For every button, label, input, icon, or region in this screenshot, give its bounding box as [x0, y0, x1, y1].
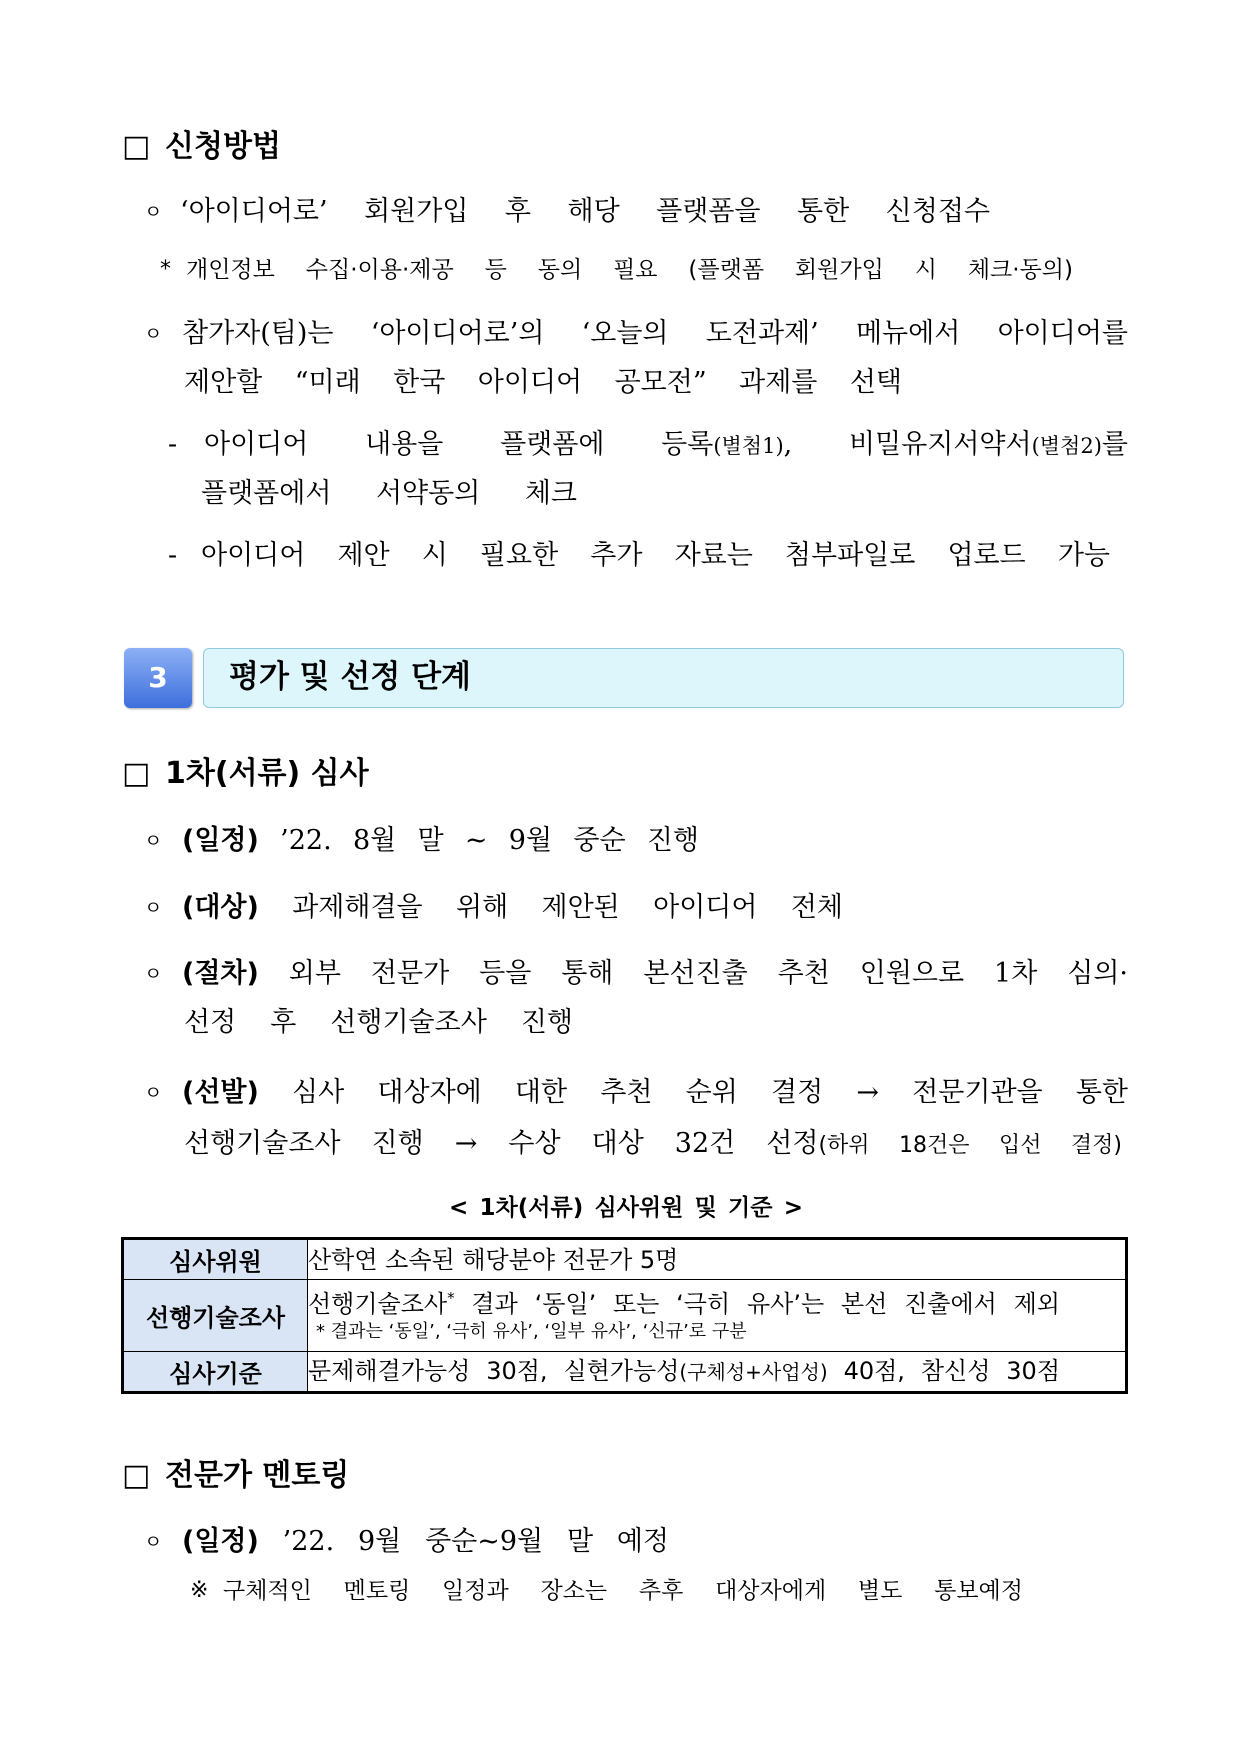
register-subitem-line1 — [204, 427, 1128, 463]
procedure-label: (절차) — [182, 958, 259, 989]
table-row — [123, 1280, 1127, 1352]
consent-note-text: 개인정보 수집·이용·제공 등 동의 필요 (플랫폼 회원가입 시 체크·동의) — [186, 257, 1073, 283]
checkbox-square-icon: □ — [122, 756, 151, 791]
table-row — [123, 1239, 1127, 1280]
bullet-circle-icon: ㅇ — [144, 201, 163, 223]
row-value — [308, 1352, 1127, 1393]
procedure-text-line1: 외부 전문가 등을 통해 본선진출 추천 인원으로 1차 심의· — [288, 958, 1128, 989]
select-item-line2: 제안할 “미래 한국 아이디어 공모전” 과제를 선택 — [184, 367, 902, 398]
procedure-item-line2: 선정 후 선행기술조사 진행 — [184, 1007, 573, 1038]
target-text: 과제해결을 위해 제안된 아이디어 전체 — [292, 892, 843, 923]
join-item-text: ‘아이디어로’ 회원가입 후 해당 플랫폼을 통한 신청접수 — [180, 196, 990, 227]
selection-label: (선발) — [182, 1077, 259, 1108]
row-label: 심사기준 — [123, 1352, 308, 1393]
target-item — [182, 890, 843, 926]
row-value — [308, 1239, 1127, 1280]
register-subitem-line2: 플랫폼에서 서약동의 체크 — [201, 478, 577, 509]
register-text-c: 를 — [1101, 429, 1128, 460]
checkbox-square-icon: □ — [122, 1458, 151, 1493]
checkbox-square-icon: □ — [122, 129, 151, 164]
footnote-asterisk: * — [447, 1288, 455, 1307]
prior-art-text — [308, 1288, 1060, 1320]
bullet-circle-icon: ㅇ — [144, 830, 163, 852]
selection-text-line1: 심사 대상자에 대한 추천 순위 결정 → 전문기관을 통한 — [292, 1077, 1128, 1108]
bullet-circle-icon: ㅇ — [144, 323, 163, 345]
selection-item-line1 — [182, 1075, 1128, 1111]
mentoring-schedule-label: (일정) — [182, 1526, 259, 1557]
criteria-text-b: 40점, 참신성 30점 — [827, 1357, 1061, 1385]
reference-mark: ※ — [190, 1578, 209, 1603]
dash-mark: - — [168, 429, 178, 460]
selection-paren-note: (하위 18건은 입선 결정) — [818, 1133, 1123, 1158]
schedule-label: (일정) — [182, 825, 259, 856]
criteria-table — [121, 1237, 1128, 1394]
section-title-bar — [203, 648, 1124, 708]
judges-text: 산학연 소속된 해당분야 전문가 5명 — [308, 1245, 679, 1274]
selection-item-line2 — [184, 1126, 1122, 1162]
attachment-ref-1: (별첨1) — [713, 434, 784, 458]
attachment-ref-2: (별첨2) — [1031, 434, 1102, 458]
mentoring-schedule-item — [182, 1524, 669, 1560]
mentoring-schedule-text: ’22. 9월 중순~9월 말 예정 — [282, 1526, 670, 1557]
row-label: 심사위원 — [123, 1239, 308, 1280]
apply-method-heading: 신청방법 — [165, 129, 281, 164]
select-item-line1: 참가자(팀)는 ‘아이디어로’의 ‘오늘의 도전과제’ 메뉴에서 아이디어를 — [182, 318, 1128, 349]
criteria-text-a: 문제해결가능성 30점, 실현가능성 — [308, 1357, 680, 1385]
mentoring-heading: 전문가 멘토링 — [165, 1458, 350, 1493]
prior-art-note: * 결과는 ‘동일’, ‘극히 유사’, ‘일부 유사’, ‘신규’로 구분 — [316, 1320, 747, 1342]
attach-subitem-text: 아이디어 제안 시 필요한 추가 자료는 첨부파일로 업로드 가능 — [201, 540, 1110, 571]
procedure-item-line1 — [182, 956, 1128, 992]
dash-mark: - — [168, 540, 178, 571]
prior-art-text-a: 선행기술조사 — [308, 1289, 448, 1318]
target-label: (대상) — [182, 892, 259, 923]
criteria-text — [308, 1355, 1060, 1388]
row-value — [308, 1280, 1127, 1352]
prior-art-text-b: 결과 ‘동일’ 또는 ‘극히 유사’는 본선 진출에서 제외 — [454, 1289, 1060, 1318]
register-text-a: 아이디어 내용을 플랫폼에 등록 — [204, 429, 714, 460]
asterisk-mark: * — [160, 257, 171, 282]
mentoring-note-text: 구체적인 멘토링 일정과 장소는 추후 대상자에게 별도 통보예정 — [223, 1578, 1023, 1604]
register-text-b: , 비밀유지서약서 — [783, 429, 1032, 460]
bullet-circle-icon: ㅇ — [144, 1082, 163, 1104]
section-title: 평가 및 선정 단계 — [229, 659, 471, 695]
row-label: 선행기술조사 — [123, 1280, 308, 1352]
selection-text-line2: 선행기술조사 진행 → 수상 대상 32건 선정 — [184, 1128, 819, 1159]
first-screening-heading: 1차(서류) 심사 — [165, 756, 369, 791]
schedule-text: ’22. 8월 말 ~ 9월 중순 진행 — [280, 825, 699, 856]
table-caption: < 1차(서류) 심사위원 및 기준 > — [449, 1195, 803, 1221]
bullet-circle-icon: ㅇ — [144, 897, 163, 919]
bullet-circle-icon: ㅇ — [144, 1531, 163, 1553]
table-row — [123, 1352, 1127, 1393]
section-number-badge: 3 — [124, 648, 192, 708]
schedule-item — [182, 823, 699, 859]
criteria-text-small: (구체성+사업성) — [679, 1360, 828, 1384]
bullet-circle-icon: ㅇ — [144, 963, 163, 985]
